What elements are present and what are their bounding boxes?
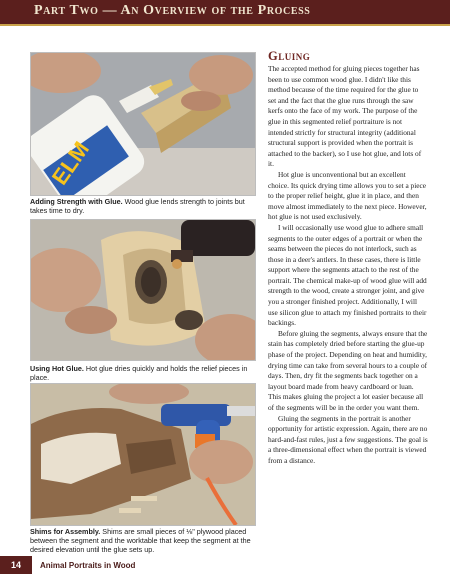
photo-shims — [30, 383, 256, 526]
section-heading: Gluing — [268, 49, 311, 63]
photo-wood-glue — [30, 52, 256, 196]
part-title: Part Two — An Overview of the Process — [34, 3, 311, 18]
body-paragraph: Hot glue is unconventional but an excellent choice. Its quick drying time allows you to set a piece to the proper relief height, glue it in place, and then move almost immediately to the next piece. However, hot glue is not used exclusively. — [268, 169, 427, 222]
body-paragraph: The accepted method for gluing pieces together has been to use common wood glue. I didn't like this method because of the time required for the glue to set and the fact that the glue runs through the saw kerfs onto the face of my work. The purpose of the glue in this segmented relief portraiture is not intended strictly for structural integrity (additional structural support is provided when the portrait is attached to the backer), so I use hot glue, and lots of it. — [268, 64, 422, 169]
page-number: 14 — [0, 556, 32, 574]
caption-bold: Using Hot Glue. — [30, 364, 84, 373]
caption-wood-glue — [30, 197, 256, 215]
caption-bold: Adding Strength with Glue. — [30, 197, 123, 206]
header-bar — [0, 0, 450, 26]
caption-text: Wood glue lends strength to joints but takes time to dry. — [30, 197, 245, 215]
caption-hot-glue — [30, 364, 256, 382]
caption-text: Hot glue dries quickly and holds the relief pieces in place. — [30, 364, 248, 382]
body-paragraph: Gluing the segments in the portrait is another opportunity for artistic expression. Again, there are no hard-and-fast rules, just a few suggestions. The goal is a three-dimensional effect when the portrait is viewed from a distance. — [268, 413, 428, 465]
body-paragraph: I will occasionally use wood glue to adhere small segments to the outer edges of a portrait or when the seams between the pieces do not interlock, such as those in a deer's antlers. In these cases, there is little support where the segments attach to the rest of the portrait. The chemical make-up of wood glue will add strength to the wood, create a stronger joint, and give you a stronger finished project. Additionally, I will use silicon glue to attach my finished portraits to their backings. — [268, 222, 427, 328]
shims-illustration — [31, 384, 255, 525]
book-title: Animal Portraits in Wood — [40, 561, 136, 570]
photo-hot-glue — [30, 219, 256, 361]
body-text-column — [268, 64, 428, 467]
wood-glue-illustration — [31, 53, 255, 195]
caption-shims — [30, 527, 256, 554]
bottle-brand-text: ELM — [46, 136, 95, 190]
hot-glue-illustration — [31, 220, 255, 360]
caption-text: Shims are small pieces of ⅛" plywood placed between the segment and the worktable that keep the segment at the desired elevation until the glue sets up. — [30, 527, 251, 554]
caption-bold: Shims for Assembly. — [30, 527, 101, 536]
body-paragraph: Before gluing the segments, always ensure that the stain has completely dried before starting the glue-up phase of the project. Depending on heat and humidity, drying time can take from several hours to a couple of days. Then, dry fit the segments back together on a layout board made from heavy cardboard or luan. This makes gluing the project a lot easier because all of the segments will be in the order you want them. — [268, 328, 428, 412]
